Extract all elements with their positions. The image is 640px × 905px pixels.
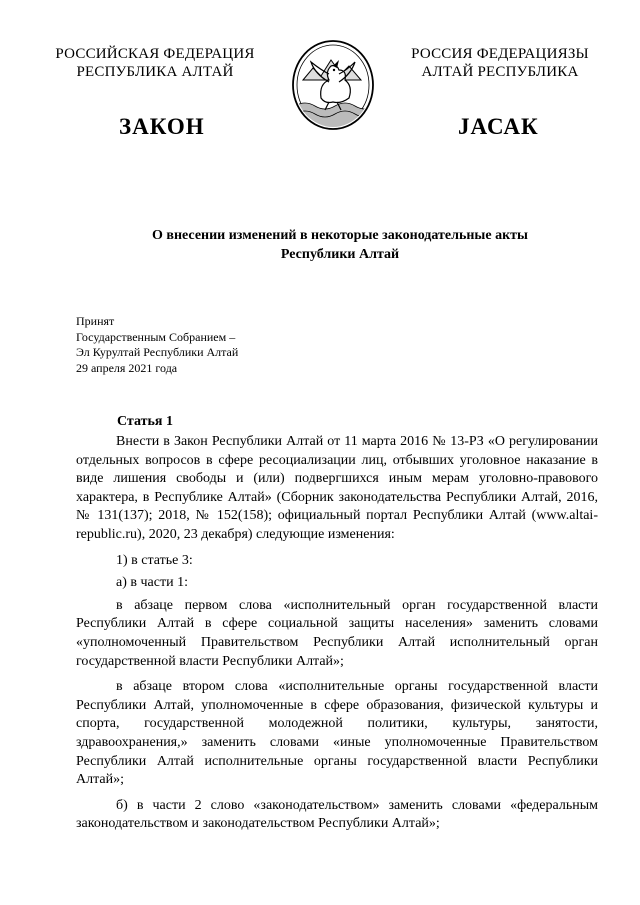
article-paragraph: в абзаце втором слова «исполнительные органы государственной власти Республики Алтай, уполномоченные в сфере образования, физической культуры и спорта, государственной молодежной политики, культуры, занятости, здравоохранения,» заменить словами «иные уполномоченные Правительством Республики Алтай исполнительные органы государственной власти Республики Алтай»; (76, 679, 598, 788)
article-paragraph: в абзаце первом слова «исполнительный орган государственной власти Республики Алтай в сфере социальной защиты населения» заменить словами «уполномоченный Правительством Республики Алтай исполнительный орган государственной власти Республики Алтай»; (76, 597, 598, 669)
document-type-alt: ЈАСАК (458, 114, 539, 139)
header-right-line1: РОССИЯ ФЕДЕРАЦИЯЗЫ (411, 46, 589, 62)
document-type-ru: ЗАКОН (119, 114, 205, 139)
header-left-line2: РЕСПУБЛИКА АЛТАЙ (76, 64, 234, 80)
adoption-line2: Государственным Собранием – (76, 329, 236, 344)
law-title-line2: Республики Алтай (280, 247, 400, 262)
header-right-line2: АЛТАЙ РЕСПУБЛИКА (421, 64, 579, 80)
law-title-line1: О внесении изменений в некоторые законодательные акты (152, 228, 528, 243)
header-left (50, 45, 260, 81)
republic-altai-coat-of-arms-icon (291, 40, 375, 130)
article-heading: Статья 1 (117, 414, 173, 429)
adoption-line3: Эл Курултай Республики Алтай (76, 345, 239, 359)
header-left-line1: РОССИЙСКАЯ ФЕДЕРАЦИЯ (55, 46, 255, 62)
article-paragraph: а) в части 1: (116, 575, 188, 591)
article-body (76, 433, 598, 841)
article-paragraph: 1) в статье 3: (116, 552, 193, 568)
article-paragraph: б) в части 2 слово «законодательством» заменить словами «федеральным законодательством и законодательством Республики Алтай»; (76, 797, 598, 832)
adoption-date: 29 апреля 2021 года (76, 360, 178, 375)
article-paragraph: Внести в Закон Республики Алтай от 11 марта 2016 № 13-РЗ «О регулировании отдельных вопросов в сфере ресоциализации лиц, отбывших уголовное наказание в виде лишения свободы и (или) подвергшихся иным мерам уголовно-правового характера, в Республике Алтай» (Сборник законодательства Республики Алтай, 2016, № 131(137); 2018, № 152(158); официальный портал Республики Алтай (www.altai-republic.ru), 2020, 23 декабря) следующие изменения: (76, 434, 598, 542)
law-title (80, 226, 600, 264)
adoption-line1: Принят (76, 314, 115, 328)
adoption-block (76, 314, 238, 376)
header-right (395, 45, 605, 81)
